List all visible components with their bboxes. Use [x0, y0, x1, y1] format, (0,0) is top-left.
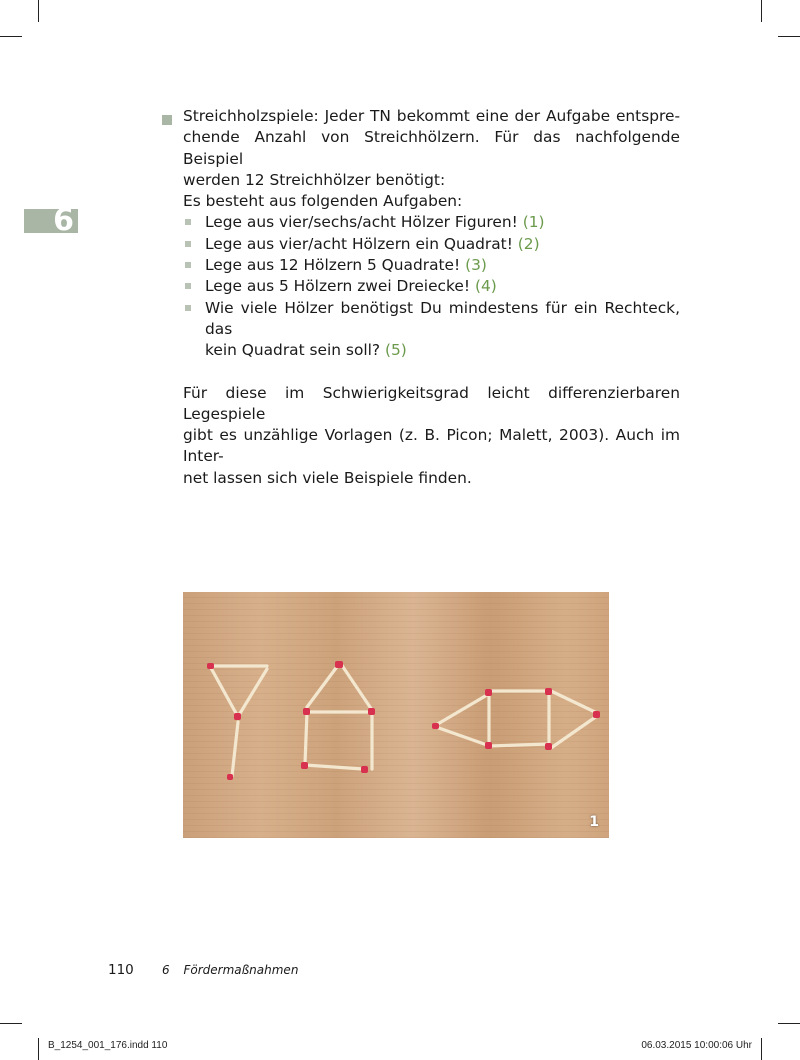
list-item — [183, 298, 680, 362]
list-item — [183, 234, 680, 255]
list-item — [183, 255, 680, 276]
footer-chapter-number: 6 — [162, 963, 170, 977]
crop-mark — [761, 0, 762, 22]
square-bullet-icon — [162, 115, 172, 125]
task-text: Lege aus vier/acht Hölzern ein Quadrat! — [205, 234, 513, 253]
square-bullet-icon — [185, 219, 191, 225]
running-footer — [162, 963, 298, 977]
list-item — [183, 212, 680, 233]
figure-label: 1 — [589, 814, 599, 830]
figure-ref: (2) — [517, 234, 540, 253]
figure-ref: (3) — [465, 256, 487, 275]
crop-mark — [778, 36, 800, 37]
task-text-continuation — [205, 340, 680, 361]
footer-chapter-title: Fördermaßnahmen — [183, 963, 299, 977]
figure-ref: (1) — [522, 213, 545, 232]
intro-line: chende Anzahl von Streichhölzern. Für das nachfolgende Beispiel — [183, 128, 680, 168]
task-text: kein Quadrat sein soll? — [205, 341, 381, 360]
figure-ref: (5) — [384, 341, 407, 360]
task-text: Lege aus 12 Hölzern 5 Quadrate! — [205, 256, 461, 275]
paragraph-line: Für diese im Schwierigkeitsgrad leicht differenzierbaren Legespiele — [183, 383, 680, 423]
crop-mark — [761, 1038, 762, 1060]
matchstick-figures — [183, 592, 609, 838]
task-text: Wie viele Hölzer benötigst Du mindestens für ein Rechteck, das — [205, 298, 680, 338]
crop-mark — [778, 1023, 800, 1024]
paragraph-line: gibt es unzählige Vorlagen (z. B. Picon; Malett, 2003). Auch im Inter- — [183, 426, 680, 466]
crop-mark — [38, 0, 39, 22]
paragraph-line: net lassen sich viele Beispiele finden. — [183, 468, 472, 487]
figure-ref: (4) — [474, 277, 497, 296]
chapter-tab — [24, 203, 78, 238]
crop-mark — [0, 1023, 22, 1024]
square-bullet-icon — [185, 283, 191, 289]
square-bullet-icon — [185, 305, 191, 311]
intro-line: werden 12 Streichhölzer benötigt: — [183, 170, 446, 189]
slug-date: 06.03.2015 10:00:06 Uhr — [641, 1040, 752, 1051]
crop-mark — [0, 36, 22, 37]
task-list — [183, 212, 680, 361]
intro-line: Streichholzspiele: Jeder TN bekommt eine der Aufgabe entspre- — [183, 107, 680, 125]
crop-mark — [38, 1038, 39, 1060]
matchstick-photo — [183, 592, 609, 838]
main-content — [160, 106, 680, 489]
task-text: Lege aus 5 Hölzern zwei Dreiecke! — [205, 277, 471, 296]
task-text: Lege aus vier/sechs/acht Hölzer Figuren! — [205, 213, 518, 232]
list-intro: Es besteht aus folgenden Aufgaben: — [183, 192, 463, 211]
square-bullet-icon — [185, 262, 191, 268]
page-footer — [108, 962, 298, 978]
slug-file: B_1254_001_176.indd 110 — [48, 1040, 168, 1051]
spacer — [183, 362, 680, 383]
page-number: 110 — [108, 962, 134, 978]
list-item — [183, 276, 680, 297]
chapter-tab-number: 6 — [53, 203, 74, 238]
square-bullet-icon — [185, 241, 191, 247]
bullet-block — [160, 106, 680, 489]
